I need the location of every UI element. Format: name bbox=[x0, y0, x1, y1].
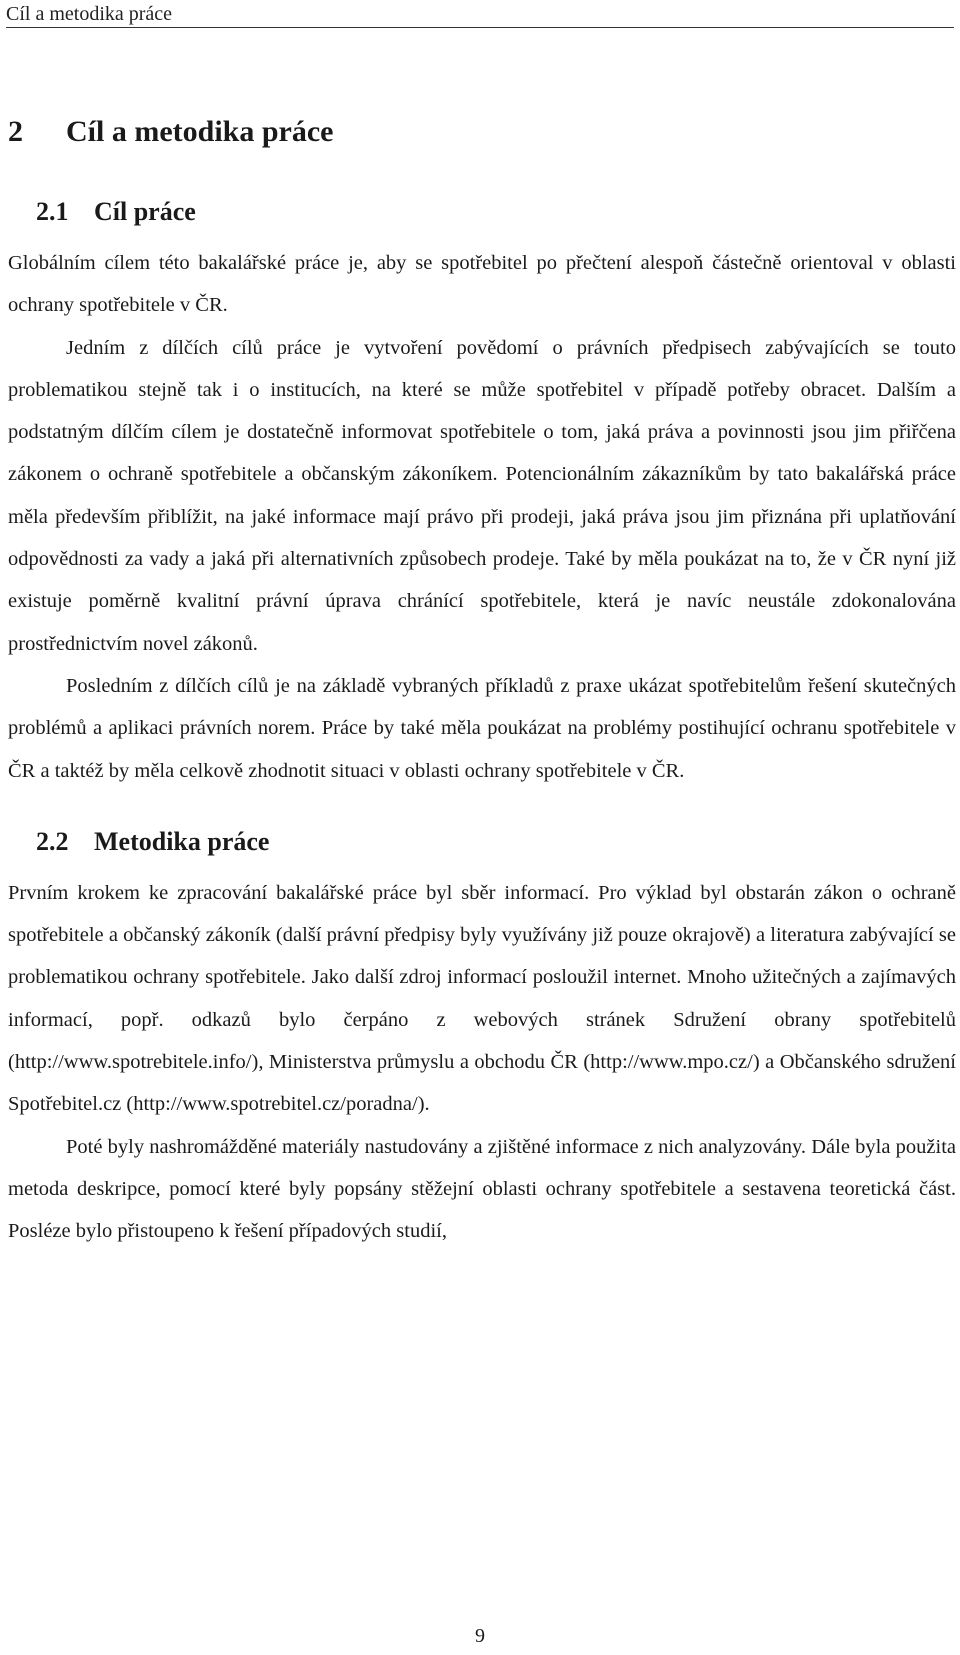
section-heading-cil-prace bbox=[36, 194, 956, 230]
paragraph: Jedním z dílčích cílů práce je vytvoření povědomí o právních předpisech zabývajících se touto problematikou stejně tak i o institucích, na které se může spotřebitel v případě potřeby obracet. Dalším a podstatným dílčím cílem je dostatečně informovat spotřebitele o tom, jaká práva a povinnosti jsou jim přiřčena zákonem o ochraně spotřebitele a občanským zákoníkem. Potencionálním zákazníkům by tato bakalářská práce měla především přiblížit, na jaké informace mají právo při prodeji, jaká práva jsou jim přiznána při uplatňování odpovědnosti za vady a jaká při alternativních způsobech prodeje. Také by měla poukázat na to, že v ČR nyní již existuje poměrně kvalitní právní úprava chránící spotřebitele, která je navíc neustále zdokonalována prostřednictvím novel zákonů. bbox=[8, 336, 956, 655]
running-header: Cíl a metodika práce bbox=[6, 0, 954, 28]
paragraph: Prvním krokem ke zpracování bakalářské práce byl sběr informací. Pro výklad byl obstarán zákon o ochraně spotřebitele a občanský zákoník (další právní předpisy byly využívány již pouze okrajově) a literatura zabývající se problematikou ochrany spotřebitele. Jako další zdroj informací posloužil internet. Mnoho užitečných a zajímavých informací, popř. odkazů bylo čerpáno z webových stránek Sdružení obrany spotřebitelů (http://www.spotrebitele.info/), Ministerstva průmyslu a obchodu ČR (http://www.mpo.cz/) a Občanského sdružení Spotřebitel.cz (http://www.spotrebitel.cz/poradna/). bbox=[8, 881, 956, 1116]
paragraph: Poté byly nashromážděné materiály nastudovány a zjištěné informace z nich analyzovány. Dále byla použita metoda deskripce, pomocí které byly popsány stěžejní oblasti ochrany spotřebitele a sestavena teoretická část. Posléze bylo přistoupeno k řešení případových studií, bbox=[8, 1135, 956, 1243]
section-heading-metodika-prace bbox=[36, 824, 956, 860]
section-title: Cíl práce bbox=[94, 197, 196, 226]
section-number: 2.2 bbox=[36, 826, 69, 856]
chapter-title: Cíl a metodika práce bbox=[66, 115, 334, 148]
paragraph: Globálním cílem této bakalářské práce je, aby se spotřebitel po přečtení alespoň částečně orientoval v oblasti ochrany spotřebitele v ČR. bbox=[8, 252, 956, 317]
section-number: 2.1 bbox=[36, 197, 69, 226]
chapter-number: 2 bbox=[8, 115, 23, 148]
chapter-heading bbox=[8, 112, 956, 152]
page-number: 9 bbox=[475, 1625, 485, 1647]
page-content bbox=[8, 112, 956, 1253]
paragraph: Posledním z dílčích cílů je na základě vybraných příkladů z praxe ukázat spotřebitelům řešení skutečných problémů a aplikaci právních norem. Práce by také měla poukázat na problémy postihující ochranu spotřebitele v ČR a taktéž by měla celkově zhodnotit situaci v oblasti ochrany spotřebitele v ČR. bbox=[8, 674, 956, 782]
section-title: Metodika práce bbox=[94, 826, 270, 856]
